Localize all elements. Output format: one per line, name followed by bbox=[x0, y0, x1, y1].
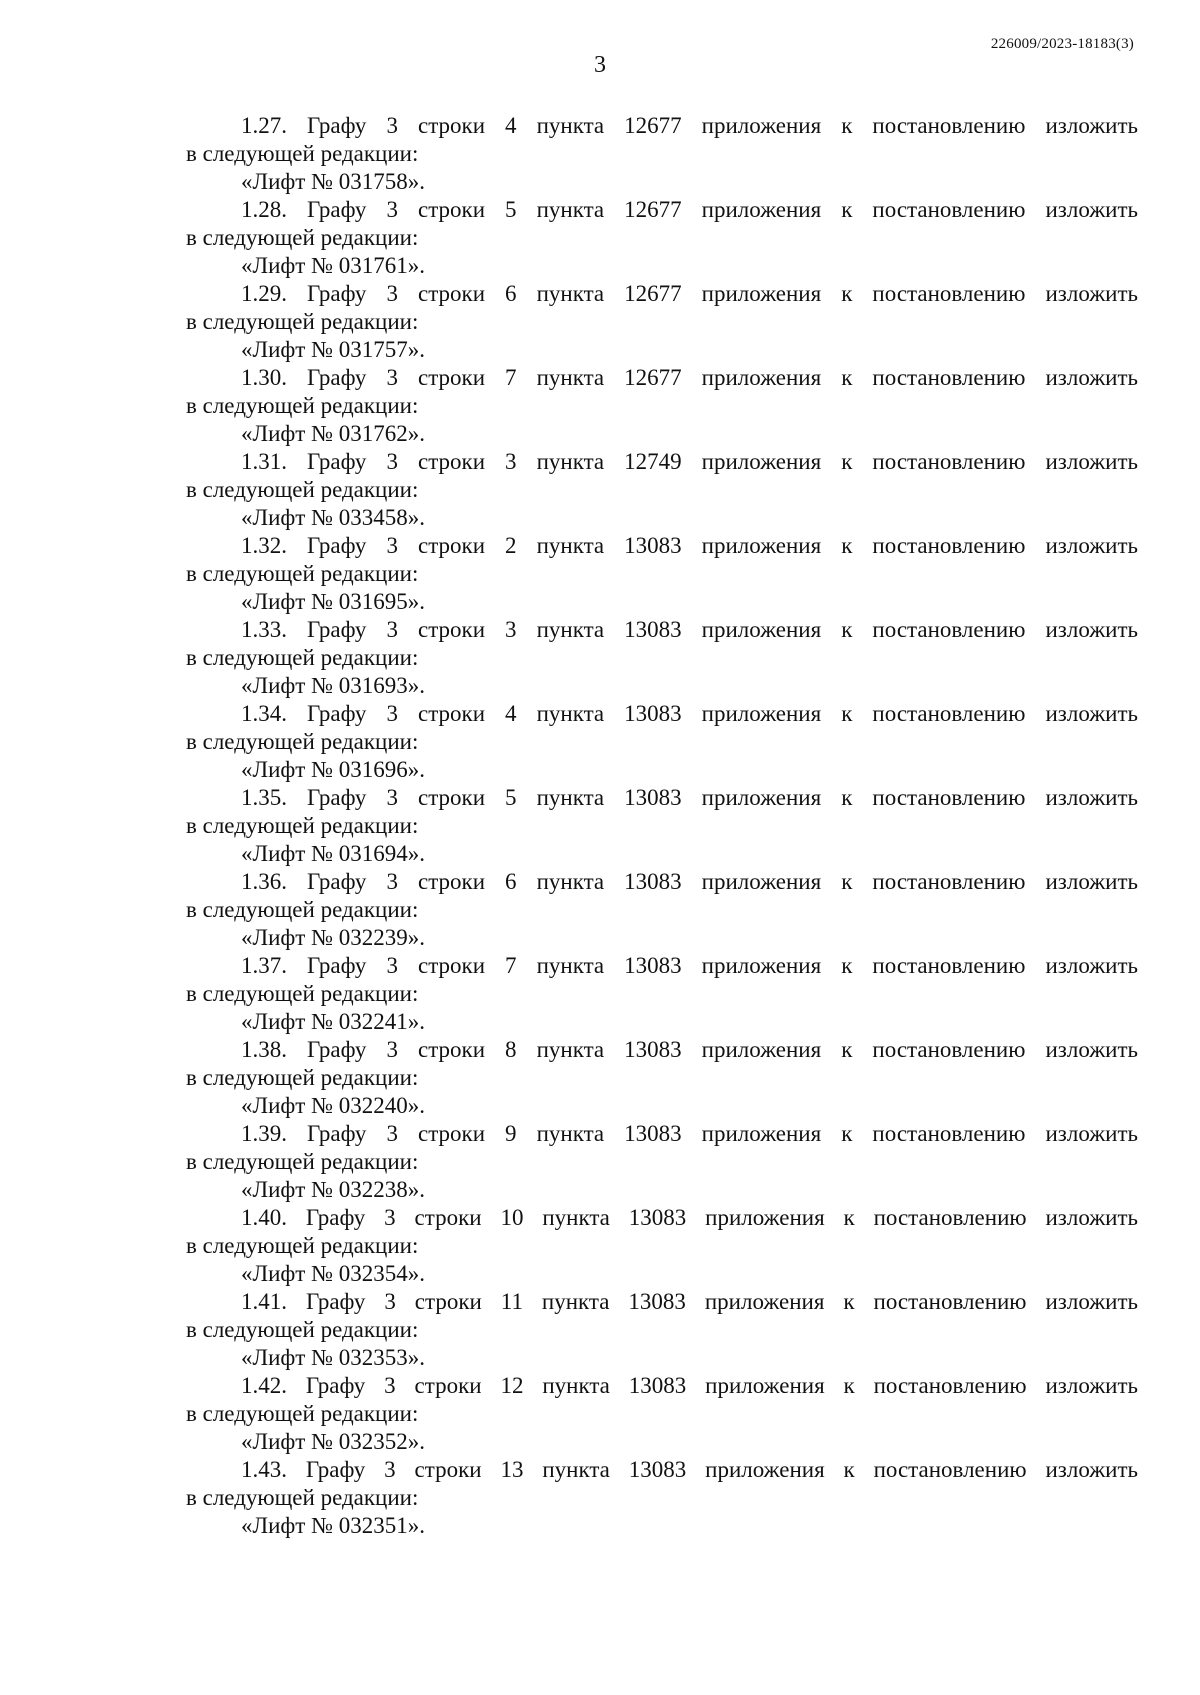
amendment-quote: «Лифт № 031693». bbox=[241, 673, 426, 698]
amendment-text: 1.28. Графу 3 строки 5 пункта 12677 приложения к постановлению изложить bbox=[241, 197, 1138, 222]
amendment-item bbox=[186, 1456, 1138, 1540]
document-id: 226009/2023-18183(3) bbox=[990, 36, 1134, 52]
amendment-quote: «Лифт № 031694». bbox=[241, 841, 426, 866]
amendment-continuation: в следующей редакции: bbox=[186, 477, 419, 502]
amendment-quote: «Лифт № 032354». bbox=[241, 1261, 426, 1286]
amendment-continuation: в следующей редакции: bbox=[186, 813, 419, 838]
amendment-quote: «Лифт № 033458». bbox=[241, 505, 426, 530]
amendment-item bbox=[186, 532, 1138, 616]
amendment-continuation: в следующей редакции: bbox=[186, 645, 419, 670]
amendment-continuation: в следующей редакции: bbox=[186, 393, 419, 418]
amendment-quote: «Лифт № 032240». bbox=[241, 1093, 426, 1118]
amendment-quote: «Лифт № 031761». bbox=[241, 253, 426, 278]
amendment-item bbox=[186, 616, 1138, 700]
amendment-text: 1.34. Графу 3 строки 4 пункта 13083 приложения к постановлению изложить bbox=[241, 701, 1138, 726]
amendment-item bbox=[186, 1036, 1138, 1120]
amendment-item bbox=[186, 1288, 1138, 1372]
amendment-text: 1.30. Графу 3 строки 7 пункта 12677 приложения к постановлению изложить bbox=[241, 365, 1138, 390]
amendment-item bbox=[186, 952, 1138, 1036]
amendment-item bbox=[186, 868, 1138, 952]
page-number: 3 bbox=[594, 52, 606, 78]
amendment-quote: «Лифт № 032352». bbox=[241, 1429, 426, 1454]
amendment-item bbox=[186, 112, 1138, 196]
amendment-text: 1.37. Графу 3 строки 7 пункта 13083 приложения к постановлению изложить bbox=[241, 953, 1138, 978]
amendment-text: 1.33. Графу 3 строки 3 пункта 13083 приложения к постановлению изложить bbox=[241, 617, 1138, 642]
amendment-quote: «Лифт № 031762». bbox=[241, 421, 426, 446]
amendment-text: 1.31. Графу 3 строки 3 пункта 12749 приложения к постановлению изложить bbox=[241, 449, 1138, 474]
amendment-quote: «Лифт № 031757». bbox=[241, 337, 426, 362]
amendment-text: 1.36. Графу 3 строки 6 пункта 13083 приложения к постановлению изложить bbox=[241, 869, 1138, 894]
amendment-continuation: в следующей редакции: bbox=[186, 141, 419, 166]
amendment-text: 1.41. Графу 3 строки 11 пункта 13083 приложения к постановлению изложить bbox=[241, 1289, 1138, 1314]
amendment-item bbox=[186, 784, 1138, 868]
amendment-continuation: в следующей редакции: bbox=[186, 309, 419, 334]
amendment-quote: «Лифт № 031758». bbox=[241, 169, 426, 194]
amendment-item bbox=[186, 1372, 1138, 1456]
document-body bbox=[186, 112, 1138, 1540]
amendment-text: 1.38. Графу 3 строки 8 пункта 13083 приложения к постановлению изложить bbox=[241, 1037, 1138, 1062]
amendment-item bbox=[186, 1120, 1138, 1204]
amendment-text: 1.32. Графу 3 строки 2 пункта 13083 приложения к постановлению изложить bbox=[241, 533, 1138, 558]
amendment-item bbox=[186, 448, 1138, 532]
amendment-continuation: в следующей редакции: bbox=[186, 1065, 419, 1090]
amendment-text: 1.43. Графу 3 строки 13 пункта 13083 приложения к постановлению изложить bbox=[241, 1457, 1138, 1482]
amendment-continuation: в следующей редакции: bbox=[186, 897, 419, 922]
amendment-text: 1.39. Графу 3 строки 9 пункта 13083 приложения к постановлению изложить bbox=[241, 1121, 1138, 1146]
amendment-continuation: в следующей редакции: bbox=[186, 729, 419, 754]
amendment-item bbox=[186, 280, 1138, 364]
amendment-quote: «Лифт № 032239». bbox=[241, 925, 426, 950]
amendment-quote: «Лифт № 031696». bbox=[241, 757, 426, 782]
amendment-quote: «Лифт № 031695». bbox=[241, 589, 426, 614]
amendment-quote: «Лифт № 032241». bbox=[241, 1009, 426, 1034]
amendment-quote: «Лифт № 032351». bbox=[241, 1513, 426, 1538]
amendment-continuation: в следующей редакции: bbox=[186, 981, 419, 1006]
amendment-quote: «Лифт № 032238». bbox=[241, 1177, 426, 1202]
amendment-item bbox=[186, 364, 1138, 448]
amendment-text: 1.29. Графу 3 строки 6 пункта 12677 приложения к постановлению изложить bbox=[241, 281, 1138, 306]
amendment-continuation: в следующей редакции: bbox=[186, 225, 419, 250]
amendment-continuation: в следующей редакции: bbox=[186, 1485, 419, 1510]
amendment-item bbox=[186, 1204, 1138, 1288]
amendment-text: 1.35. Графу 3 строки 5 пункта 13083 приложения к постановлению изложить bbox=[241, 785, 1138, 810]
amendment-continuation: в следующей редакции: bbox=[186, 561, 419, 586]
amendment-text: 1.40. Графу 3 строки 10 пункта 13083 приложения к постановлению изложить bbox=[241, 1205, 1138, 1230]
amendment-quote: «Лифт № 032353». bbox=[241, 1345, 426, 1370]
amendment-item bbox=[186, 196, 1138, 280]
amendment-item bbox=[186, 700, 1138, 784]
amendment-continuation: в следующей редакции: bbox=[186, 1317, 419, 1342]
amendment-text: 1.42. Графу 3 строки 12 пункта 13083 приложения к постановлению изложить bbox=[241, 1373, 1138, 1398]
amendment-continuation: в следующей редакции: bbox=[186, 1401, 419, 1426]
amendment-continuation: в следующей редакции: bbox=[186, 1149, 419, 1174]
amendment-continuation: в следующей редакции: bbox=[186, 1233, 419, 1258]
amendment-text: 1.27. Графу 3 строки 4 пункта 12677 приложения к постановлению изложить bbox=[241, 113, 1138, 138]
